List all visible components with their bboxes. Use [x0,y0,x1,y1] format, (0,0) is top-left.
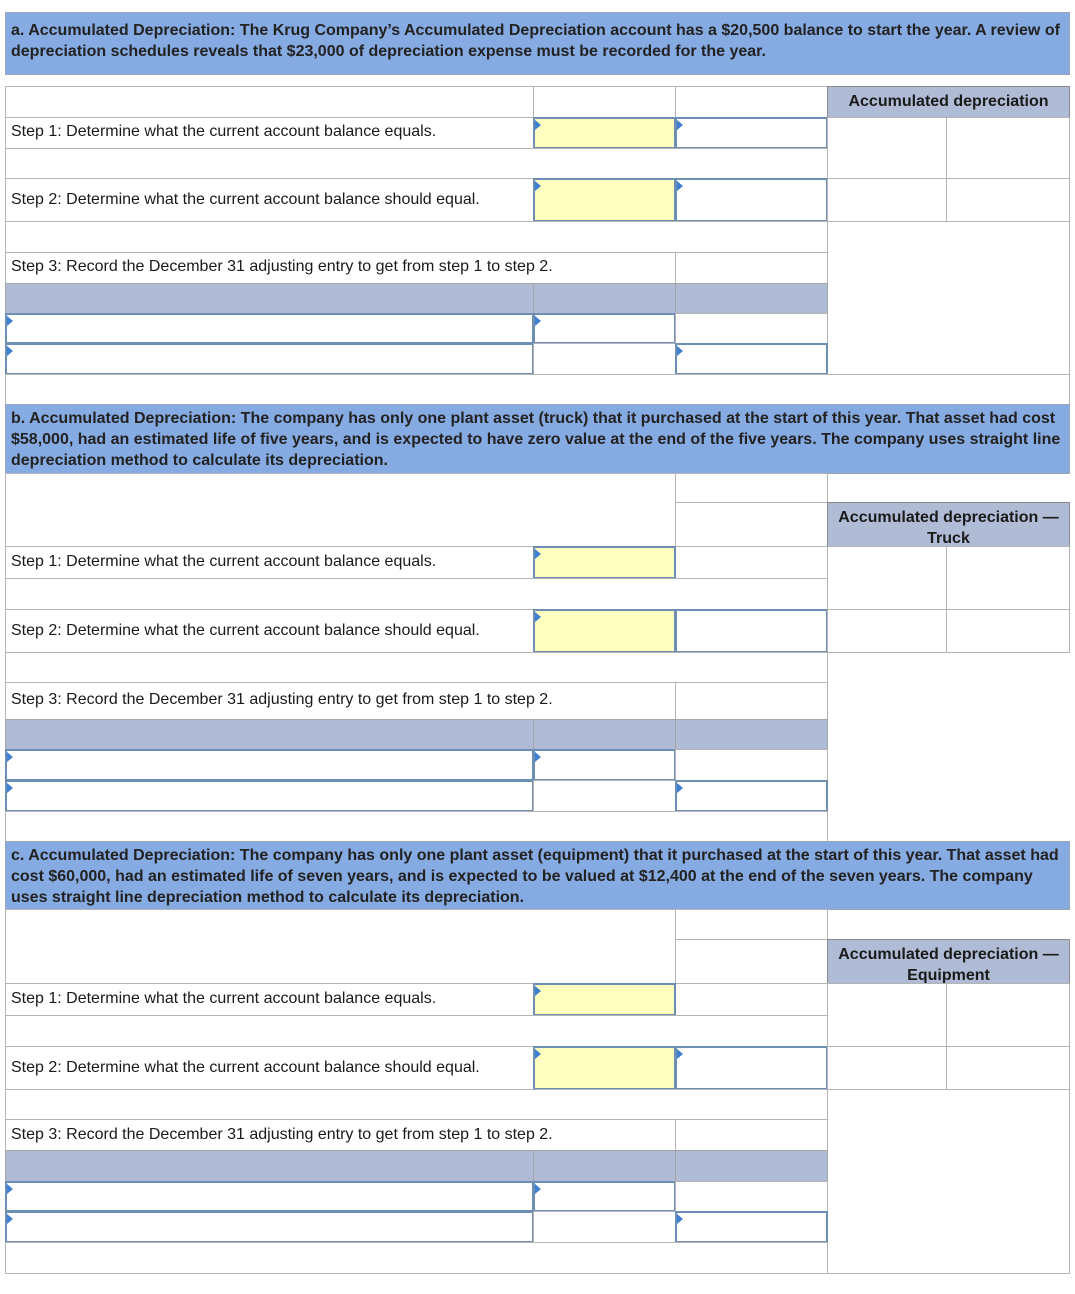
section-a-heading: a. Accumulated Depreciation: The Krug Company’s Accumulated Depreciation account has a $20,500 balance to start the year. A review of depreciation schedules reveals that $23,000 of depreciation expense must be recorded for the year. [5,12,1070,75]
step1-label-c: Step 1: Determine what the current account balance equals. [5,983,534,1016]
table-cell [5,148,828,179]
dropdown-flag-icon [677,120,683,130]
table-cell [675,473,828,503]
step1-amount-input-c[interactable] [533,983,676,1016]
table-border [827,1273,1070,1274]
step1-amount-input-a[interactable] [533,117,676,149]
table-cell [5,1242,828,1274]
dropdown-flag-icon [677,181,683,191]
table-cell [675,86,828,118]
step2-amount-input-a[interactable] [533,178,676,222]
t-account-debit-a [827,178,947,222]
journal-credit-input-b2[interactable] [675,780,828,812]
table-cell [5,1089,828,1120]
step2-amount-input-b[interactable] [533,609,676,653]
dropdown-flag-icon [535,120,541,130]
step3-label-c: Step 3: Record the December 31 adjusting entry to get from step 1 to step 2. [5,1119,676,1151]
step2-label-c: Step 2: Determine what the current account balance should equal. [5,1046,534,1090]
journal-header-credit [675,1150,828,1182]
step2-amount-input-c[interactable] [533,1046,676,1090]
table-cell [533,1211,676,1243]
step2-side-input-b[interactable] [675,609,828,653]
dropdown-flag-icon [677,346,683,356]
step1-label-b: Step 1: Determine what the current account balance equals. [5,546,534,579]
dropdown-flag-icon [7,783,13,793]
journal-debit-input-b1[interactable] [533,749,676,781]
t-account-credit-a [946,117,1070,179]
t-account-debit-b [827,546,947,610]
t-account-debit-c [827,983,947,1047]
journal-credit-input-c2[interactable] [675,1211,828,1243]
journal-debit-input-c1[interactable] [533,1181,676,1212]
t-account-credit-b [946,609,1070,653]
dropdown-flag-icon [535,1049,541,1059]
table-cell [5,473,676,547]
journal-account-input-a2[interactable] [5,343,534,375]
dropdown-flag-icon [535,181,541,191]
step2-side-input-a[interactable] [675,178,828,222]
journal-account-input-c1[interactable] [5,1181,534,1212]
step3-label-a: Step 3: Record the December 31 adjusting entry to get from step 1 to step 2. [5,252,676,284]
dropdown-flag-icon [677,1049,683,1059]
dropdown-flag-icon [535,986,541,996]
step1-label-a: Step 1: Determine what the current account balance equals. [5,117,534,149]
step1-side-input-a[interactable] [675,117,828,149]
step2-side-input-c[interactable] [675,1046,828,1090]
journal-account-input-a1[interactable] [5,313,534,344]
table-cell [675,313,828,344]
journal-header-debit [533,283,676,314]
table-cell [533,343,676,375]
table-cell [675,1181,828,1212]
t-account-credit-a [946,178,1070,222]
t-account-debit-b [827,609,947,653]
dropdown-flag-icon [535,549,541,559]
t-account-header-c: Accumulated depreciation —Equipment [827,939,1070,984]
step1-amount-input-b[interactable] [533,546,676,579]
section-c-heading: c. Accumulated Depreciation: The company has only one plant asset (equipment) that it purchased at the start of this year. That asset had cost $60,000, had an estimated life of seven years, and is expected to be valued at $12,400 at the end of the seven years. The company uses straight line depreciation method to calculate its depreciation. [5,841,1070,910]
dropdown-flag-icon [535,612,541,622]
journal-header-debit [533,1150,676,1182]
t-account-credit-c [946,1046,1070,1090]
table-cell [5,652,828,683]
journal-header-credit [675,283,828,314]
table-cell [675,749,828,781]
journal-debit-input-a1[interactable] [533,313,676,344]
step3-label-b: Step 3: Record the December 31 adjusting entry to get from step 1 to step 2. [5,682,676,720]
table-cell [5,1015,828,1047]
journal-account-input-c2[interactable] [5,1211,534,1243]
table-border [1069,221,1070,375]
t-account-debit-a [827,117,947,179]
dropdown-flag-icon [7,1184,13,1194]
t-account-credit-b [946,546,1070,610]
section-separator [5,811,828,842]
journal-header-account [5,719,534,750]
table-cell [675,252,828,284]
dropdown-flag-icon [677,783,683,793]
table-cell [5,578,828,610]
t-account-header-a: Accumulated depreciation [827,86,1070,118]
step2-label-b: Step 2: Determine what the current account balance should equal. [5,609,534,653]
step2-label-a: Step 2: Determine what the current account balance should equal. [5,178,534,222]
table-cell [675,939,828,984]
t-account-credit-c [946,983,1070,1047]
table-cell [675,1119,828,1151]
journal-account-input-b2[interactable] [5,780,534,812]
table-border [1069,1089,1070,1274]
dropdown-flag-icon [7,752,13,762]
journal-credit-input-a2[interactable] [675,343,828,375]
journal-header-credit [675,719,828,750]
dropdown-flag-icon [7,316,13,326]
dropdown-flag-icon [535,316,541,326]
dropdown-flag-icon [7,346,13,356]
table-cell [533,86,676,118]
journal-header-account [5,1150,534,1182]
journal-account-input-b1[interactable] [5,749,534,781]
t-account-debit-c [827,1046,947,1090]
table-cell [5,221,828,253]
journal-header-account [5,283,534,314]
dropdown-flag-icon [535,1184,541,1194]
section-separator [5,374,1070,405]
table-cell [675,909,828,940]
table-cell [533,780,676,812]
t-account-header-b: Accumulated depreciation —Truck [827,502,1070,547]
dropdown-flag-icon [677,1214,683,1224]
journal-header-debit [533,719,676,750]
table-cell [675,502,828,547]
dropdown-flag-icon [7,1214,13,1224]
table-cell [675,682,828,720]
section-b-heading: b. Accumulated Depreciation: The company has only one plant asset (truck) that it purchased at the start of this year. That asset had cost $58,000, had an estimated life of five years, and is expected to have zero value at the end of the five years. The company uses straight line depreciation method to calculate its depreciation. [5,404,1070,474]
table-cell [5,909,676,984]
table-cell [5,86,534,118]
dropdown-flag-icon [535,752,541,762]
